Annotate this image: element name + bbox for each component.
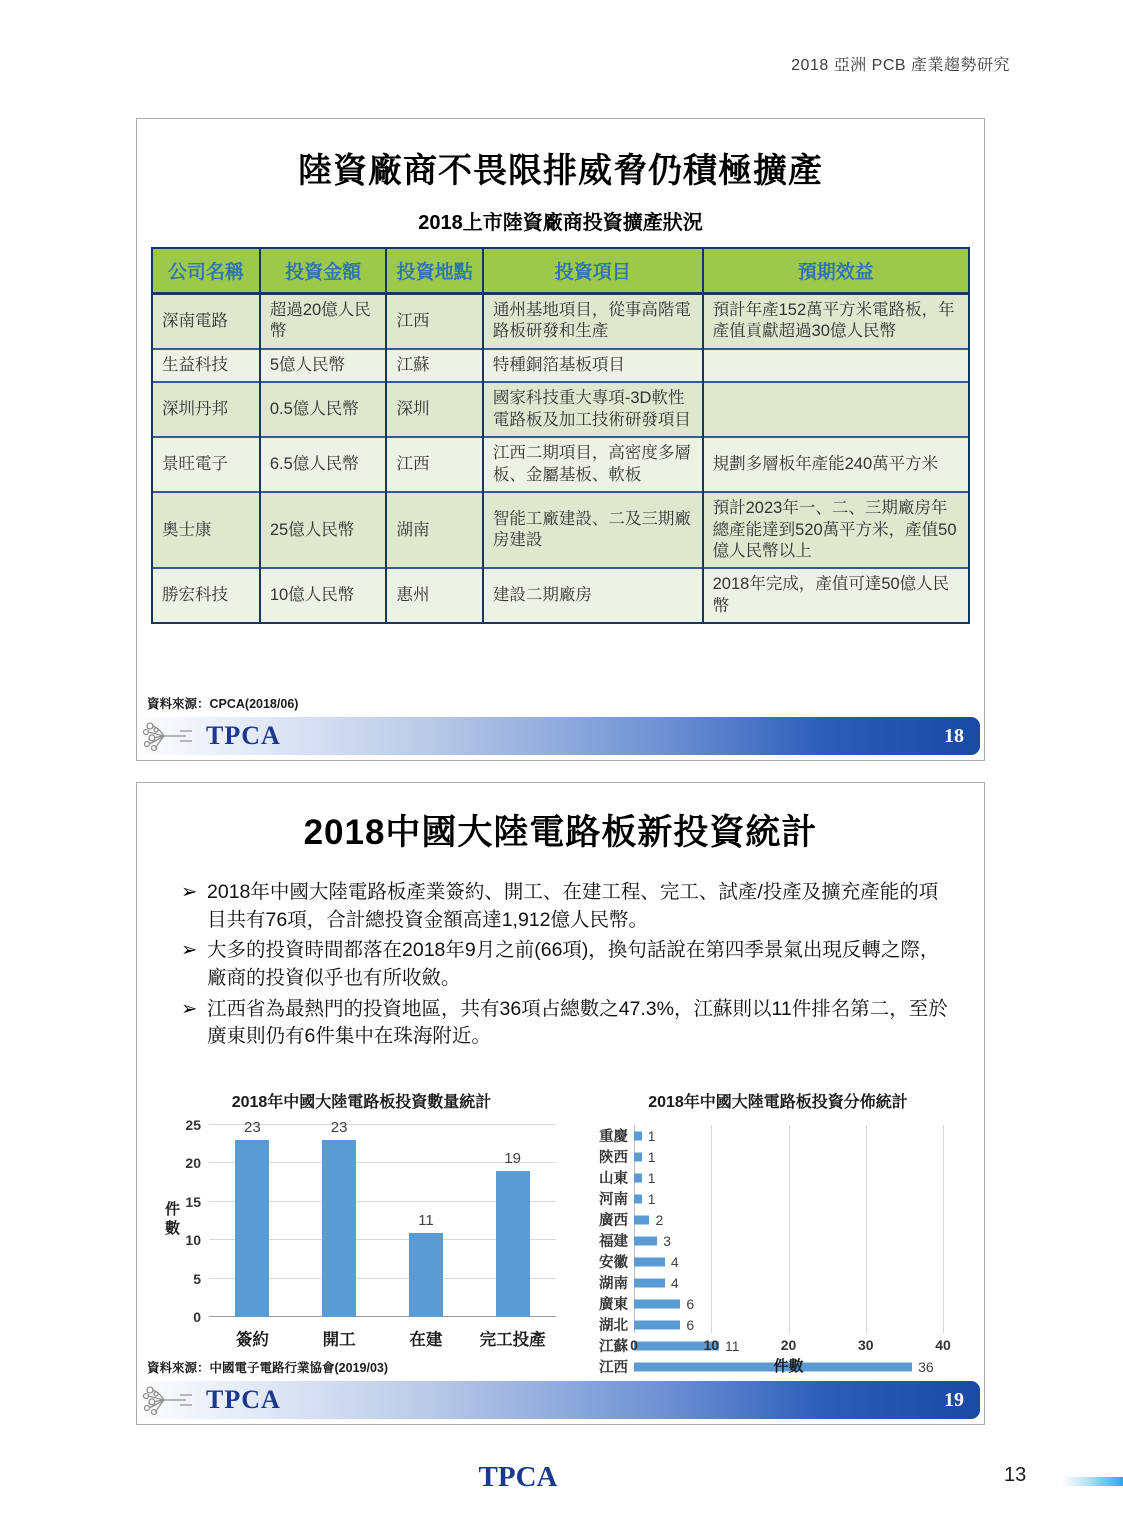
bar-track (634, 1314, 943, 1335)
table-cell: 勝宏科技 (152, 568, 260, 623)
table-cell: 2018年完成，產值可達50億人民幣 (703, 568, 969, 623)
chart-row (588, 1272, 968, 1293)
table-cell: 深南電路 (152, 294, 260, 349)
column-header: 投資項目 (483, 248, 703, 294)
slide1-subtitle: 2018上市陸資廠商投資擴產狀況 (418, 212, 703, 234)
chart2-x-axis-label: 件數 (773, 1358, 804, 1375)
bar-value-label: 1 (647, 1190, 656, 1207)
table-cell: 規劃多層板年產能240萬平方米 (703, 437, 969, 492)
slide1-source: 資料來源：CPCA(2018/06) (147, 697, 299, 711)
bar-value-label: 3 (663, 1232, 671, 1249)
column-header: 投資地點 (386, 248, 482, 294)
chart-row (588, 1314, 968, 1335)
chart-row (588, 1209, 968, 1230)
bar (634, 1236, 657, 1245)
bar-value-label: 6 (686, 1316, 695, 1333)
bar (409, 1233, 443, 1317)
chart-row (588, 1230, 968, 1251)
x-axis-tick-label: 40 (935, 1337, 951, 1353)
table-header-row (152, 248, 969, 294)
bar (634, 1278, 665, 1287)
table-cell: 通州基地項目，從事高階電路板研發和生產 (483, 294, 703, 349)
tpca-logo-icon (140, 1382, 214, 1418)
category-label: 江西 (599, 1360, 628, 1376)
chart2-title: 2018年中國大陸電路板投資分佈統計 (648, 1094, 908, 1111)
arrow-bullet-icon: ➢ (181, 881, 198, 903)
slide2-footer-bar (138, 1381, 980, 1419)
chart-row (588, 1167, 968, 1188)
table-cell: 25億人民幣 (260, 492, 387, 568)
tpca-logo-text: TPCA (206, 721, 281, 750)
category-label: 江蘇 (599, 1339, 628, 1355)
bar-value-label: 1 (647, 1148, 656, 1165)
x-axis-category-label: 在建 (409, 1331, 443, 1349)
y-axis-tick-label: 0 (193, 1309, 201, 1325)
bar-value-label: 11 (418, 1211, 434, 1229)
tpca-logo-text: TPCA (206, 1385, 281, 1414)
column-header: 預期效益 (703, 248, 969, 294)
bar (634, 1194, 642, 1203)
table-cell: 江西二期項目，高密度多層板、金屬基板、軟板 (483, 437, 703, 492)
column-header: 公司名稱 (152, 248, 260, 294)
chart1-y-axis-label: 件數 (163, 1201, 180, 1239)
table-cell: 預計2023年一、二、三期廠房年總產能達到520萬平方米，產值50億人民幣以上 (703, 492, 969, 568)
table-cell: 智能工廠建設、二及三期廠房建設 (483, 492, 703, 568)
table-cell: 生益科技 (152, 349, 260, 382)
bar-chart-investment-count (149, 1083, 574, 1373)
bar-track (634, 1146, 943, 1167)
table-cell: 特種銅箔基板項目 (483, 349, 703, 382)
tpca-logo (140, 1382, 281, 1418)
swoosh-decoration (1061, 1477, 1123, 1486)
category-label: 福建 (599, 1234, 628, 1250)
bar-value-label: 11 (724, 1337, 740, 1354)
bar-track (634, 1167, 943, 1188)
slide-investment-statistics (136, 782, 985, 1425)
bar-track (634, 1293, 943, 1314)
bar-value-label: 1 (647, 1127, 656, 1144)
chart1-title: 2018年中國大陸電路板投資數量統計 (231, 1094, 492, 1111)
gridline (209, 1124, 556, 1125)
table-cell: 0.5億人民幣 (260, 382, 387, 437)
table-cell: 超過20億人民幣 (260, 294, 387, 349)
bar (634, 1320, 680, 1329)
investment-table (151, 247, 970, 624)
bar-value-label: 23 (244, 1119, 261, 1137)
slide1-footer-bar (138, 717, 980, 755)
chart-row (588, 1293, 968, 1314)
x-axis-tick-label: 0 (630, 1337, 638, 1353)
charts-row (149, 1083, 974, 1376)
y-axis-tick-label: 10 (185, 1232, 201, 1249)
column-header: 投資金額 (260, 248, 387, 294)
table-cell: 深圳丹邦 (152, 382, 260, 437)
x-axis-category-label: 開工 (322, 1331, 356, 1349)
bar-value-label: 1 (647, 1169, 656, 1186)
bar (496, 1171, 530, 1317)
arrow-bullet-icon: ➢ (181, 997, 198, 1020)
slide1-page-number: 18 (944, 724, 964, 747)
chart1-plot-area (185, 1117, 556, 1349)
table-cell (703, 349, 969, 382)
x-axis-category-label: 完工投產 (479, 1331, 546, 1349)
table-cell (703, 382, 969, 437)
bar-value-label: 4 (670, 1253, 679, 1270)
bullet-item (181, 996, 956, 1051)
y-axis-tick-label: 20 (185, 1155, 201, 1172)
bar (634, 1173, 642, 1182)
table-cell: 建設二期廠房 (483, 568, 703, 623)
bar (634, 1152, 642, 1161)
table-cell: 6.5億人民幣 (260, 437, 387, 492)
table-row (152, 492, 969, 568)
bullet-text: 江西省為最熱門的投資地區，共有36項占總數之47.3%，江蘇則以11件排名第二，至於廣東則仍有6件集中在珠海附近。 (207, 997, 948, 1048)
x-axis-category-label: 簽約 (235, 1331, 269, 1349)
category-label: 河南 (599, 1192, 628, 1208)
table-cell: 國家科技重大專項-3D軟性電路板及加工技術研發項目 (483, 382, 703, 437)
table-cell: 江西 (386, 437, 482, 492)
bar-track (634, 1188, 943, 1209)
bullet-text: 2018年中國大陸電路板產業簽約、開工、在建工程、完工、試產/投產及擴充產能的項目共有76項，合計總投資金額高達1,912億人民幣。 (207, 881, 939, 931)
bar (634, 1299, 680, 1308)
bar (634, 1215, 649, 1224)
chart-row (588, 1188, 968, 1209)
bar-track (634, 1272, 943, 1293)
table-cell: 江蘇 (386, 349, 482, 382)
arrow-bullet-icon: ➢ (181, 939, 198, 962)
document-footer-brand: TPCA (478, 1461, 558, 1493)
table-cell: 深圳 (386, 382, 482, 437)
table-row (152, 437, 969, 492)
table-cell: 5億人民幣 (260, 349, 387, 382)
bullet-item (181, 937, 956, 992)
slide2-title: 2018中國大陸電路板新投資統計 (303, 813, 818, 852)
bar-value-label: 2 (655, 1211, 664, 1228)
x-axis-tick-label: 20 (780, 1337, 797, 1353)
bullet-item (181, 879, 956, 934)
bar-track (634, 1251, 943, 1272)
bar (322, 1140, 356, 1317)
category-label: 陝西 (599, 1150, 628, 1166)
y-axis-tick-label: 15 (185, 1193, 201, 1210)
bar-value-label: 19 (504, 1150, 521, 1168)
slide1-title: 陸資廠商不畏限排威脅仍積極擴產 (298, 152, 823, 190)
x-axis-tick-label: 10 (703, 1337, 720, 1353)
bullet-list (181, 879, 956, 1051)
category-label: 湖北 (599, 1318, 628, 1334)
table-cell: 預計年產152萬平方米電路板，年產值貢獻超過30億人民幣 (703, 294, 969, 349)
table-cell: 江西 (386, 294, 482, 349)
bar (634, 1131, 642, 1140)
table-row (152, 294, 969, 349)
slide2-source: 資料來源：中國電子電路行業協會(2019/03) (147, 1361, 389, 1375)
chart2-x-axis-ticks (630, 1337, 951, 1355)
tpca-logo-icon (140, 718, 214, 754)
table-cell: 湖南 (386, 492, 482, 568)
bullet-text: 大多的投資時間都落在2018年9月之前(66項)，換句話說在第四季景氣出現反轉之際，廠商的投資似乎也有所收斂。 (207, 939, 940, 990)
category-label: 廣東 (599, 1297, 628, 1313)
slide-investment-expansion (136, 118, 985, 761)
bar-track (634, 1125, 943, 1146)
chart-row (588, 1251, 968, 1272)
table-cell: 10億人民幣 (260, 568, 387, 623)
bar (235, 1140, 269, 1317)
table-row (152, 349, 969, 382)
x-axis-tick-label: 30 (857, 1337, 874, 1353)
bar-value-label: 23 (330, 1119, 348, 1137)
bar-track (634, 1230, 943, 1251)
table-cell: 奧士康 (152, 492, 260, 568)
bar (634, 1257, 665, 1266)
chart-row (588, 1125, 968, 1146)
category-label: 安徽 (599, 1255, 628, 1271)
table-cell: 景旺電子 (152, 437, 260, 492)
table-row (152, 568, 969, 623)
bar-value-label: 36 (918, 1358, 934, 1375)
document-page-number: 13 (1004, 1464, 1027, 1486)
document-header-text: 2018 亞洲 PCB 產業趨勢研究 (791, 57, 1010, 74)
bar-value-label: 4 (670, 1274, 679, 1291)
category-label: 重慶 (599, 1129, 628, 1145)
table-row (152, 382, 969, 437)
bar-value-label: 6 (686, 1295, 695, 1312)
y-axis-tick-label: 5 (193, 1270, 201, 1287)
tpca-logo (140, 718, 281, 754)
bar-chart-investment-distribution (582, 1083, 974, 1376)
bar-track (634, 1209, 943, 1230)
category-label: 湖南 (599, 1276, 628, 1292)
slide2-page-number: 19 (944, 1388, 964, 1411)
category-label: 廣西 (599, 1213, 628, 1229)
y-axis-tick-label: 25 (185, 1117, 201, 1133)
category-label: 山東 (599, 1171, 628, 1187)
table-cell: 惠州 (386, 568, 482, 623)
chart-row (588, 1146, 968, 1167)
